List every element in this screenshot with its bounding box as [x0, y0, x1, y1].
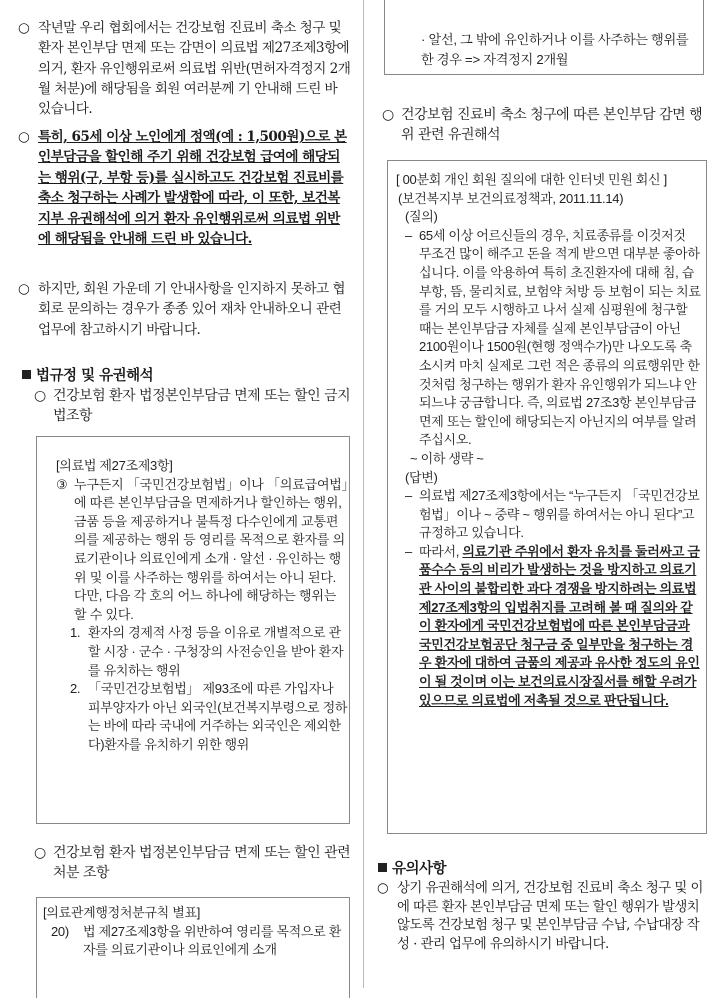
subitem-number: 1. — [70, 625, 81, 641]
square-bullet-icon — [378, 863, 387, 872]
bullet-circle-icon: ○ — [18, 20, 30, 36]
bullet-circle-icon: ○ — [382, 107, 394, 123]
penalty-number: 20) — [51, 923, 69, 939]
bullet-circle-icon: ○ — [34, 845, 46, 861]
intro-text: 작년말 우리 협회에서는 건강보험 진료비 축소 청구 및 환자 본인부담 면제 또는 감면이 의료법 제27조제3항에 의거, 환자 유인행위로써 의료법 위반(면허자격정지 2개월 처분)에 해당됨을 회원 여러분께 기 안내해 드린 바 있습니다. — [38, 20, 351, 118]
dash-mark: – — [405, 227, 412, 243]
law-box-title: [의료법 제27조제3항] — [56, 458, 173, 473]
subheading-penalty — [34, 843, 353, 883]
subheading-text: 건강보험 진료비 축소 청구에 따른 본인부담 감면 행위 관련 유권해석 — [401, 107, 703, 143]
clause-number: ③ — [56, 476, 68, 492]
column-divider — [363, 0, 364, 988]
omission-note: ~ 이하 생략 ~ — [410, 450, 484, 466]
question-label: (질의) — [405, 209, 438, 225]
section-heading-notes — [378, 857, 446, 878]
penalty-text: 법 제27조제3항을 위반하여 영리를 목적으로 환자를 의료기관이나 의료인에게 소개 — [83, 923, 341, 958]
law-clause — [56, 476, 348, 625]
dash-mark: – — [405, 543, 412, 559]
bullet-circle-icon: ○ — [377, 881, 389, 896]
bullet-circle-icon: ○ — [18, 281, 30, 297]
dash-mark: – — [405, 488, 412, 504]
penalty-item — [51, 923, 343, 960]
penalty-box-continued — [384, 0, 704, 75]
intro-paragraph — [18, 18, 352, 119]
subitem-number: 2. — [70, 681, 81, 697]
interpretation-box — [387, 160, 707, 834]
law-subitem-1 — [70, 624, 348, 680]
notes-text: 상기 유권해석에 의거, 건강보험 진료비 축소 청구 및 이에 따른 환자 본인부담금 면제 또는 할인 행위가 발생치 않도록 건강보험 청구 및 본인부담금 수납, 수납대장 작성 · 관리 업무에 유의하시기 바랍니다. — [397, 881, 703, 952]
emphasis-text: 특히, 65세 이상 노인에게 정액(예 : 1,500원)으로 본인부담금을 할인해 주기 위해 건강보험 급여에 해당되는 행위(구, 부항 등)를 실시하고도 건강보험 진료비를 축소 청구하는 사례가 발생함에 따라, 이 또한, 보건복지부 유권해석에 의거 환자 유인행위로써 의료법 위반에 해당됨을 안내해 드린 바 있습니다. — [38, 129, 347, 248]
answer-paragraph-2 — [405, 543, 701, 710]
notice-text: 하지만, 회원 가운데 기 안내사항을 인지하지 못하고 협회로 문의하는 경우가 종종 있어 재차 안내하오니 관련 업무에 참고하시기 바랍니다. — [38, 281, 345, 338]
subheading-law — [34, 386, 353, 426]
penalty-box — [36, 897, 350, 998]
answer-label: (답변) — [405, 469, 438, 485]
question-body — [405, 227, 701, 450]
notes-paragraph — [377, 880, 705, 954]
subheading-interpretation — [382, 105, 707, 145]
answer-paragraph-1 — [405, 487, 701, 543]
answer-text-1: 의료법 제27조제3항에서는 “누구든지 「국민건강보험법」이나 ~ 중략 ~ 행위를 하여서는 아니 된다”고 규정하고 있습니다. — [419, 488, 700, 541]
notice-paragraph — [18, 279, 352, 340]
penalty-continued-text: · 알선, 그 밖에 유인하거나 이를 사주하는 행위를 한 경우 => 자격정지 2개월 — [421, 32, 689, 67]
emphasis-paragraph — [18, 127, 352, 249]
question-text: 65세 이상 어르신들의 경우, 치료종류를 이것저것 무조건 많이 해주고 돈을 적게 받으면 대부분 좋아하십니다. 이를 악용하여 특히 초진환자에 대해 침, 습부항, 뜸, 물리치료, 보험약 처방 등 보험이 되는 치료를 거의 모두 시행하고 나서 실제 심평원에 청구할 때는 본인부담금 자체를 실제 본인부담금이 아닌 2100원이나 1500원(현행 정액수가)만 나오도록 축소시켜 마치 실제로 그런 적은 종류의 의료행위만 한 것처럼 청구하는 행위가 환자 유인행위가 되느냐 안되느냐 궁금합니다. 즉, 의료법 27조3항 본인부담금 면제 또는 할인에 해당되는지 아닌지의 여부를 알려주십시오. — [419, 227, 701, 448]
law-subitem-2 — [70, 680, 348, 754]
subitem-text: 「국민건강보험법」 제93조에 따른 가입자나 피부양자가 아닌 외국인(보건복지부령으로 정하는 바에 따라 국내에 거주하는 외국인은 제외한다)환자를 유치하기 위한 행위 — [88, 681, 348, 752]
law-box — [36, 436, 350, 824]
clause-text: 누구든지 「국민건강보험법」이나 「의료급여법」에 따른 본인부담금을 면제하거나 할인하는 행위, 금품 등을 제공하거나 불특정 다수인에게 교통편의를 제공하는 행위 등 영리를 목적으로 환자를 의료기관이나 의료인에게 소개 · 알선 · 유인하는 행위 및 이를 사주하는 행위를 하여서는 아니 된다. 다만, 다음 각 호의 어느 하나에 해당하는 행위는 할 수 있다. — [74, 476, 348, 622]
bullet-circle-icon: ○ — [34, 388, 46, 404]
answer-prefix: 따라서, — [419, 543, 463, 559]
square-bullet-icon — [22, 370, 31, 379]
section-title: 법규정 및 유권해석 — [36, 368, 154, 384]
bullet-circle-icon: ○ — [18, 129, 30, 145]
interpretation-title: [ 00분회 개인 회원 질의에 대한 인터넷 민원 회신 ] — [396, 172, 667, 187]
subitem-text: 환자의 경제적 사정 등을 이유로 개별적으로 관할 시장 · 군수 · 구청장의 사전승인을 받아 환자를 유치하는 행위 — [88, 625, 344, 678]
interpretation-source: (보건복지부 보건의료정책과, 2011.11.14) — [398, 190, 624, 206]
subheading-text: 건강보험 환자 법정본인부담금 면제 또는 할인 금지 법조항 — [53, 388, 351, 424]
section-heading-regulations — [22, 364, 153, 385]
answer-conclusion: 의료기관 주위에서 환자 유치를 둘러싸고 금품수수 등의 비리가 발생하는 것을 방지하고 의료기관 사이의 불합리한 과다 경쟁을 방지하려는 의료법 제27조제3항의 입법취지를 고려해 볼 때 질의와 같이 환자에게 국민건강보험법에 따른 본인부담금과 국민건강보험공단 청구금 중 일부만을 청구하는 경우 환자에 대하여 금품의 제공과 유사한 정도의 유인이 될 것이며 이는 보건의료시장질서를 해할 우려가 있으므로 의료법에 저촉될 것으로 판단됩니다. — [419, 543, 700, 708]
penalty-box-title: [의료관계행정처분규칙 별표] — [43, 905, 201, 920]
section-title: 유의사항 — [392, 861, 447, 877]
subheading-text: 건강보험 환자 법정본인부담금 면제 또는 할인 관련 처분 조항 — [53, 845, 351, 881]
